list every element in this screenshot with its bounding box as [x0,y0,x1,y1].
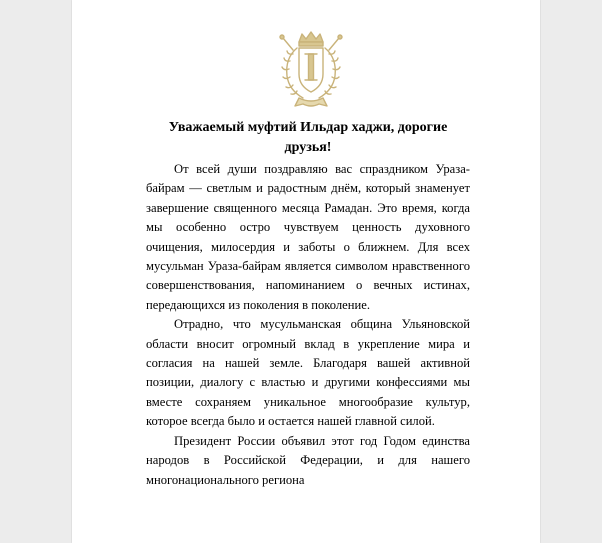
paragraph: От всей души поздравляю вас спраздником Ураза-байрам — светлым и радостным днём, который знаменует завершение священного месяца Рамадан. Это время, когда мы особенно остро чувствуем ценность духовного очищения, милосердия и заботы о ближнем. Для всех мусульман Ураза-байрам является символом нравственного совершенствования, напоминанием о вечных истинах, передающихся из поколения в поколение. [146,162,470,312]
paragraph: Президент России объявил этот год Годом единства народов в Российской Федерации, и для нашего многонационального региона [146,433,470,487]
ulyanovsk-coat-of-arms-icon [269,28,353,112]
paragraph: Отрадно, что мусульманская община Ульяновской области вносит огромный вклад в укрепление мира и согласия на нашей земле. Благодаря вашей активной позиции, диалогу с властью и другими конфессиями мы вместе сохраняем уникальное многообразие культур, которое всегда было и остается нашей главной силой. [146,317,470,429]
document-page [72,0,540,543]
greeting-heading: Уважаемый муфтий Ильдар хаджи, дорогие друзья! [168,120,448,155]
letter-body [146,160,470,490]
